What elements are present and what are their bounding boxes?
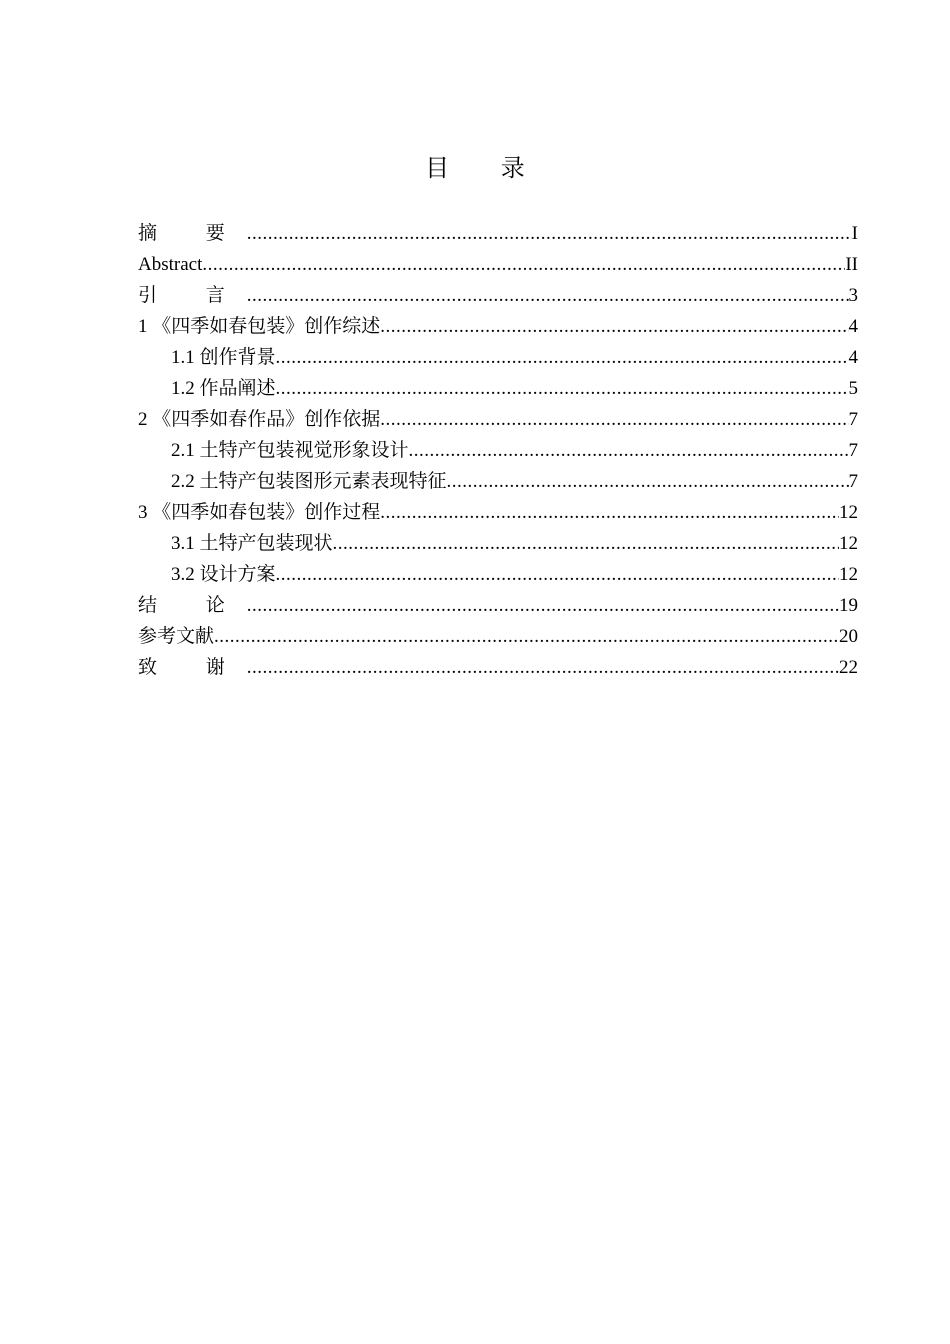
toc-entry-label: 1.2 作品阐述 [171, 378, 276, 399]
toc-entry-page: 4 [848, 316, 858, 337]
toc-entry-section-1-2[interactable] [138, 373, 858, 404]
toc-entry-page: II [845, 254, 858, 275]
dot-leader [276, 342, 849, 373]
toc-entry-label: 参考文献 [138, 626, 215, 647]
toc-entry-label: 2.1 土特产包装视觉形象设计 [171, 440, 409, 461]
toc-entry-label: Abstract [138, 254, 203, 275]
toc-entry-page: 12 [839, 533, 858, 554]
toc-entry-label: 1 《四季如春包装》创作综述 [138, 316, 381, 337]
toc-entry-section-2-2[interactable] [138, 466, 858, 497]
toc-entry-label: 2.2 土特产包装图形元素表现特征 [171, 471, 447, 492]
dot-leader [333, 528, 839, 559]
toc-entry-chapter-2[interactable] [138, 404, 858, 435]
toc-entry-label: 3 《四季如春包装》创作过程 [138, 502, 381, 523]
toc-entry-label: 致 谢 [138, 657, 247, 678]
table-of-contents [138, 218, 858, 683]
dot-leader [276, 373, 849, 404]
toc-entry-page: I [851, 223, 858, 244]
toc-entry-chapter-3[interactable] [138, 497, 858, 528]
page-title: 目 录 [425, 154, 547, 182]
dot-leader [247, 590, 839, 621]
toc-entry-references[interactable] [138, 621, 858, 652]
toc-entry-section-3-2[interactable] [138, 559, 858, 590]
toc-entry-section-1-1[interactable] [138, 342, 858, 373]
toc-entry-page: 12 [839, 564, 858, 585]
dot-leader [247, 218, 852, 249]
toc-entry-section-3-1[interactable] [138, 528, 858, 559]
toc-entry-page: 7 [848, 471, 858, 492]
toc-entry-page: 5 [848, 378, 858, 399]
toc-entry-acknowledgements[interactable] [138, 652, 858, 683]
dot-leader [214, 621, 839, 652]
dot-leader [202, 249, 845, 280]
toc-entry-label: 3.1 土特产包装现状 [171, 533, 333, 554]
dot-leader [380, 311, 848, 342]
dot-leader [247, 652, 839, 683]
toc-entry-page: 22 [839, 657, 858, 678]
toc-entry-label: 引 言 [138, 285, 247, 306]
toc-entry-conclusion[interactable] [138, 590, 858, 621]
toc-entry-label: 结 论 [138, 595, 247, 616]
toc-entry-section-2-1[interactable] [138, 435, 858, 466]
toc-entry-page: 19 [839, 595, 858, 616]
toc-entry-abstract-en[interactable] [138, 249, 858, 280]
toc-entry-abstract-cn[interactable] [138, 218, 858, 249]
dot-leader [247, 280, 849, 311]
toc-entry-page: 7 [848, 409, 858, 430]
dot-leader [409, 435, 849, 466]
dot-leader [447, 466, 849, 497]
dot-leader [276, 559, 839, 590]
toc-entry-chapter-1[interactable] [138, 311, 858, 342]
dot-leader [380, 404, 848, 435]
toc-entry-page: 4 [848, 347, 858, 368]
toc-entry-page: 3 [848, 285, 858, 306]
toc-entry-page: 7 [848, 440, 858, 461]
toc-entry-introduction[interactable] [138, 280, 858, 311]
toc-entry-label: 2 《四季如春作品》创作依据 [138, 409, 381, 430]
toc-entry-page: 20 [839, 626, 858, 647]
toc-entry-label: 摘 要 [138, 223, 247, 244]
toc-entry-label: 1.1 创作背景 [171, 347, 276, 368]
dot-leader [380, 497, 839, 528]
toc-entry-label: 3.2 设计方案 [171, 564, 276, 585]
toc-entry-page: 12 [839, 502, 858, 523]
